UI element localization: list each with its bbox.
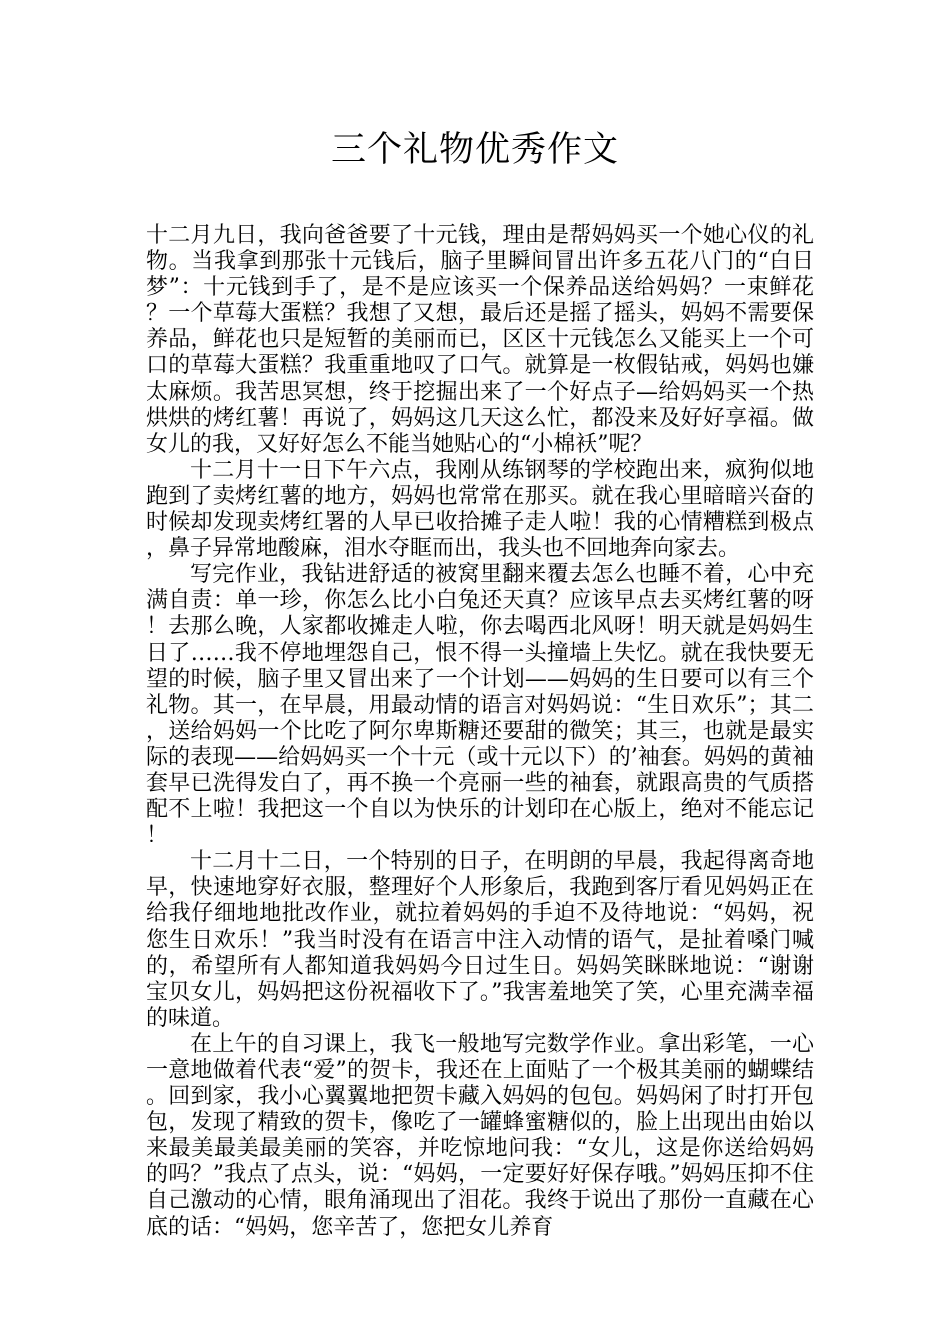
paragraph-5: 在上午的自习课上，我飞一般地写完数学作业。拿出彩笔，一心一意地做着代表“爱”的贺卡，我还在上面贴了一个极其美丽的蝴蝶结。回到家，我小心翼翼地把贺卡藏入妈妈的包包。妈妈闲了时打开包包，发现了精致的贺卡，像吃了一罐蜂蜜糖似的，脸上出现出由始以来最美最美最美丽的笑容，并吃惊地问我：“女儿，这是你送给妈妈的吗？”我点了点头，说：“妈妈，一定要好好保存哦。”妈妈压抑不住自己激动的心情，眼角涌现出了泪花。我终于说出了那份一直藏在心底的话：“妈妈，您辛苦了，您把女儿养育: [146, 1031, 814, 1240]
paragraph-4: 十二月十二日，一个特别的日子，在明朗的早晨，我起得离奇地早，快速地穿好衣服，整理好个人形象后，我跑到客厅看见妈妈正在给我仔细地地批改作业，就拉着妈妈的手迫不及待地说：“妈妈，祝您生日欢乐！”我当时没有在语言中注入动情的语气，是扯着嗓门喊的，希望所有人都知道我妈妈今日过生日。妈妈笑眯眯地说：“谢谢宝贝女儿，妈妈把这份祝福收下了。”我害羞地笑了笑，心里充满幸福的味道。: [146, 849, 814, 1031]
document-title: 三个礼物优秀作文: [330, 130, 619, 170]
paragraph-1: 十二月九日，我向爸爸要了十元钱，理由是帮妈妈买一个她心仪的礼物。当我拿到那张十元钱后，脑子里瞬间冒出许多五花八门的“白日梦”：十元钱到手了，是不是应该买一个保养品送给妈妈？一束鲜花？一个草莓大蛋糕？我想了又想，最后还是摇了摇头，妈妈不需要保养品，鲜花也只是短暂的美丽而已，区区十元钱怎么又能买上一个可口的草莓大蛋糕？我重重地叹了口气。就算是一枚假钻戒，妈妈也嫌太麻烦。我苦思冥想，终于挖掘出来了一个好点子—给妈妈买一个热烘烘的烤红薯！再说了，妈妈这几天这么忙，都没来及好好享福。做女儿的我，又好好怎么不能当她贴心的“小棉袄”呢？: [146, 223, 814, 457]
document-body: [146, 223, 814, 1241]
paragraph-3: 写完作业，我钻进舒适的被窝里翻来覆去怎么也睡不着，心中充满自责：单一珍，你怎么比小白兔还天真？应该早点去买烤红薯的呀！去那么晚，人家都收摊走人啦，你去喝西北风呀！明天就是妈妈生日了……我不停地埋怨自己，恨不得一头撞墙上失忆。就在我快要无望的时候，脑子里又冒出来了一个计划——妈妈的生日要可以有三个礼物。其一，在早晨，用最动情的语言对妈妈说：“生日欢乐”；其二，送给妈妈一个比吃了阿尔卑斯糖还要甜的微笑；其三，也就是最实际的表现——给妈妈买一个十元（或十元以下）的’袖套。妈妈的黄袖套早已洗得发白了，再不换一个亮丽一些的袖套，就跟高贵的气质搭配不上啦！我把这一个自以为快乐的计划印在心版上，绝对不能忘记！: [146, 562, 814, 849]
paragraph-2: 十二月十一日下午六点，我刚从练钢琴的学校跑出来，疯狗似地跑到了卖烤红薯的地方，妈妈也常常在那买。就在我心里暗暗兴奋的时候却发现卖烤红署的人早已收拾摊子走人啦！我的心情糟糕到极点，鼻子异常地酸麻，泪水夺眶而出，我头也不回地奔向家去。: [146, 457, 814, 562]
